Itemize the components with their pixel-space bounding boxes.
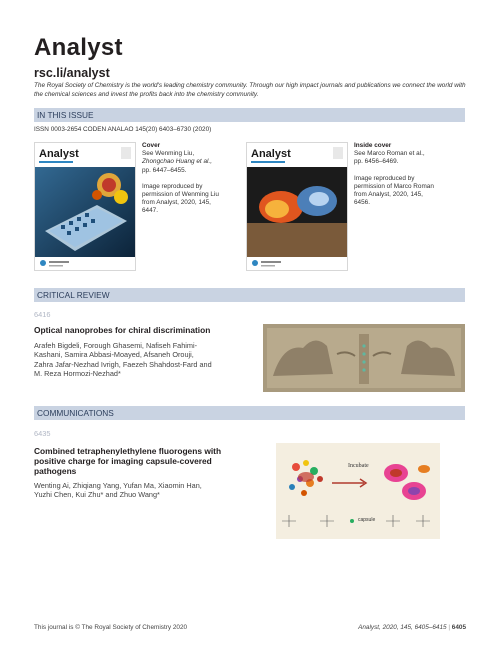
inside-cover-credit: permission of Marco Roman [354, 182, 434, 190]
cover-credit: Image reproduced by [142, 182, 203, 190]
communication-page-number[interactable]: 6435 [34, 429, 51, 438]
title-line: positive charge for imaging capsule-covered [34, 456, 212, 466]
communication-graphic[interactable] [276, 443, 440, 539]
inside-cover-block [246, 142, 466, 272]
journal-title: Analyst [34, 34, 123, 61]
author-line: Wenting Ai, Zhiqiang Yang, Yufan Ma, Xiaomin Han, [34, 481, 202, 490]
section-title: IN THIS ISSUE [37, 110, 94, 120]
cover-block [34, 142, 254, 272]
cover-credit: 6447. [142, 207, 158, 215]
critical-review-graphic[interactable] [263, 324, 465, 392]
footer-citation-text: Analyst, 2020, 145, 6405–6415 [358, 624, 447, 631]
inside-cover-caption [354, 142, 464, 207]
inside-cover-logo: Analyst [251, 148, 291, 160]
cover-credit: permission of Wenming Liu [142, 191, 219, 199]
incubate-label: Incubate [348, 463, 369, 469]
footer-copyright: This journal is © The Royal Society of Chemistry 2020 [34, 624, 188, 631]
issue-info-line: ISSN 0003-2654 CODEN ANALAO 145(20) 6403–6730 (2020) [34, 126, 212, 133]
section-band-critical-review [34, 288, 465, 302]
inside-cover-credit: Image reproduced by [354, 174, 415, 182]
author-line: Yuzhi Chen, Kui Zhu* and Zhuo Wang* [34, 490, 160, 500]
author-line: M. Reza Hormozi-Nezhad* [34, 368, 121, 378]
inside-cover-credit: from Analyst, 2020, 145, [354, 191, 423, 199]
author-line: Arafeh Bigdeli, Forough Ghasemi, Nafiseh Fahimi- [34, 341, 198, 350]
inside-cover-heading: Inside cover [354, 142, 392, 149]
inside-cover-pages: pp. 6456–6469. [354, 158, 399, 166]
critical-review-page-number[interactable]: 6416 [34, 310, 51, 319]
cover-caption [142, 142, 252, 216]
cover-pages: pp. 6447–6455. [142, 166, 187, 174]
cover-see[interactable]: See Wenming Liu, [142, 150, 195, 158]
critical-review-title[interactable]: Optical nanoprobes for chiral discrimination [34, 325, 211, 335]
inside-cover-see[interactable]: See Marco Roman et al., [354, 150, 425, 158]
footer-citation: Analyst, 2020, 145, 6405–6415 | 6405 [358, 624, 466, 631]
author-line: Kashani, Samira Abbasi-Moayed, Afsaneh Orouji, [34, 350, 194, 360]
journal-url-link[interactable]: rsc.li/analyst [34, 66, 110, 80]
cover-image[interactable] [34, 142, 136, 271]
capsule-label: capsule [358, 517, 376, 523]
author-line: Zahra Jafar-Nezhad Ivrigh, Faezeh Shahdost-Fard and [34, 359, 212, 369]
cover-art [35, 143, 135, 270]
critical-review-authors [34, 341, 212, 378]
title-line: Combined tetraphenylethylene fluorogens with [34, 446, 222, 456]
communication-title[interactable] [34, 446, 221, 476]
cover-logo: Analyst [39, 148, 79, 160]
relief-image [263, 324, 465, 392]
section-band-in-this-issue [34, 108, 465, 122]
section-band-communications [34, 406, 465, 420]
cover-authors[interactable]: Zhongchao Huang et al., [142, 158, 212, 166]
journal-tagline: The Royal Society of Chemistry is the world's leading chemistry community. Through our high impact journals and publications we connect the world with the chemical sciences and invest the profits back into the chemistry community. [34, 82, 466, 98]
inside-cover-art [247, 143, 347, 270]
section-title: CRITICAL REVIEW [37, 290, 110, 300]
inside-cover-image[interactable] [246, 142, 348, 271]
communication-authors [34, 481, 202, 500]
footer-page-number: 6405 [451, 624, 466, 631]
inside-cover-credit: 6456. [354, 199, 370, 207]
title-line: pathogens [34, 466, 77, 476]
cover-heading: Cover [142, 142, 161, 149]
cover-credit: from Analyst, 2020, 145, [142, 199, 211, 207]
section-title: COMMUNICATIONS [37, 408, 114, 418]
toc-graphic [276, 443, 440, 539]
